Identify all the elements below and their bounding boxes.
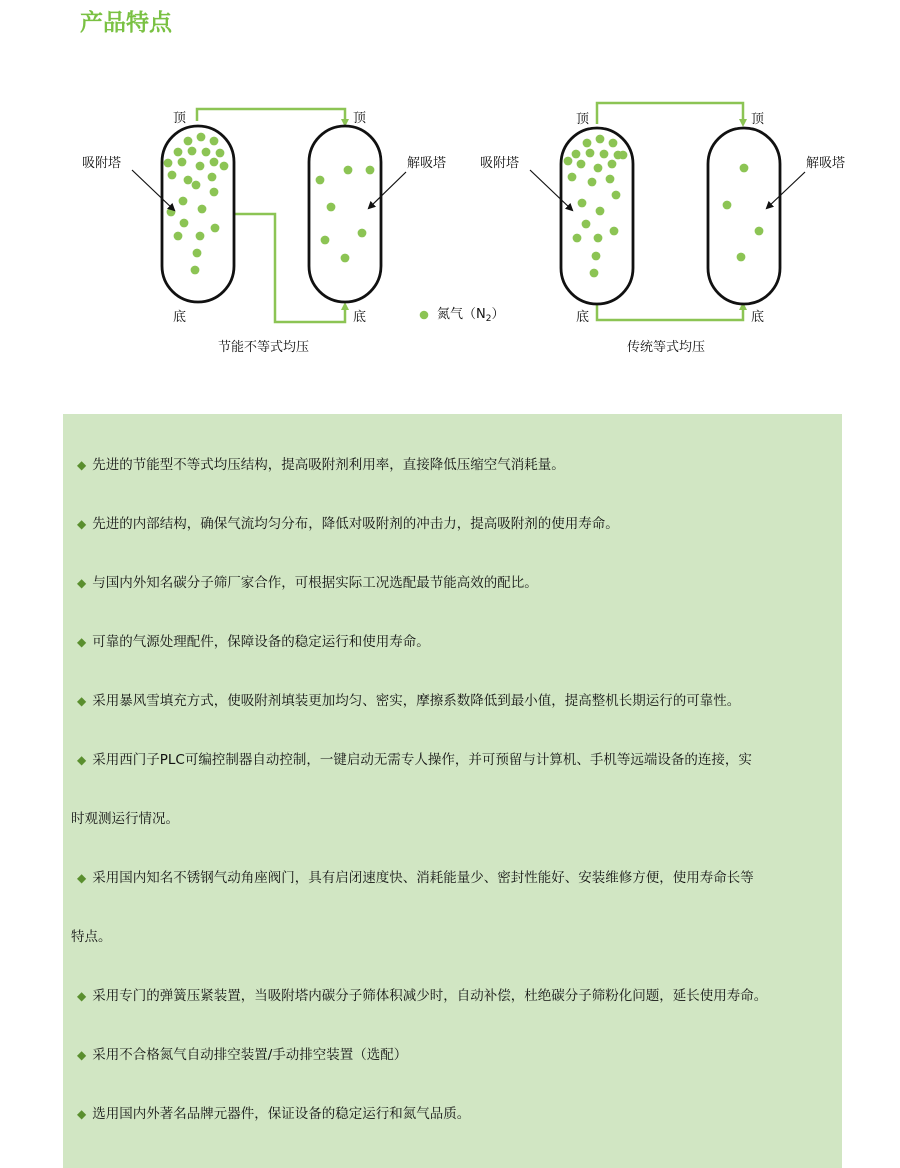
nitrogen-dot — [606, 175, 615, 184]
feature-item — [71, 849, 834, 908]
nitrogen-dot — [572, 150, 581, 159]
nitrogen-dot — [586, 149, 595, 158]
nitrogen-dot — [594, 164, 603, 173]
nitrogen-dot — [178, 158, 187, 167]
nitrogen-dot — [196, 162, 205, 171]
feature-item — [71, 672, 834, 731]
diamond-bullet-icon: ◆ — [77, 635, 87, 649]
right-bottom-label-right: 底 — [751, 310, 765, 325]
left-bottom-label-right: 底 — [353, 310, 367, 325]
feature-text: 选用国内外著名品牌元器件，保证设备的稳定运行和氮气品质。 — [92, 1106, 471, 1122]
feature-text: 采用国内知名不锈钢气动角座阀门，具有启闭速度快、消耗能量少、密封性能好、安装维修方便，使用寿命长等 — [92, 870, 754, 886]
left-adsorb-label: 吸附塔 — [82, 156, 122, 171]
nitrogen-dot — [594, 234, 603, 243]
nitrogen-dot — [740, 164, 749, 173]
right-adsorb-label: 吸附塔 — [480, 156, 520, 171]
feature-list — [63, 414, 842, 1144]
nitrogen-dot — [578, 199, 587, 208]
right-top-pipe — [597, 103, 743, 124]
left-desorption-tower — [309, 126, 381, 302]
diamond-bullet-icon: ◆ — [77, 517, 87, 531]
feature-text: 特点。 — [71, 929, 112, 945]
feature-text: 先进的节能型不等式均压结构，提高吸附剂利用率，直接降低压缩空气消耗量。 — [92, 457, 565, 473]
nitrogen-dot — [216, 149, 225, 158]
left-desorb-label: 解吸塔 — [407, 156, 447, 171]
nitrogen-dot — [582, 220, 591, 229]
nitrogen-dot — [612, 191, 621, 200]
legend-dot — [420, 311, 429, 320]
nitrogen-dot — [609, 139, 618, 148]
diamond-bullet-icon: ◆ — [77, 871, 87, 885]
feature-text: 采用不合格氮气自动排空装置/手动排空装置（选配） — [92, 1047, 408, 1063]
feature-text: 先进的内部结构，确保气流均匀分布，降低对吸附剂的冲击力，提高吸附剂的使用寿命。 — [92, 516, 619, 532]
nitrogen-dot — [210, 158, 219, 167]
diamond-bullet-icon: ◆ — [77, 989, 87, 1003]
nitrogen-dot — [202, 148, 211, 157]
left-top-label-right: 顶 — [353, 111, 367, 126]
nitrogen-dot — [220, 162, 229, 171]
feature-item — [71, 1026, 834, 1085]
nitrogen-dot — [184, 137, 193, 146]
nitrogen-dot — [164, 159, 173, 168]
nitrogen-dot — [737, 253, 746, 262]
nitrogen-dot — [167, 208, 176, 217]
feature-item — [71, 731, 834, 790]
diamond-bullet-icon: ◆ — [77, 694, 87, 708]
nitrogen-dot — [327, 203, 336, 212]
feature-text: 采用西门子PLC可编控制器自动控制，一键启动无需专人操作，并可预留与计算机、手机等远端设备的连接，实 — [92, 752, 752, 768]
nitrogen-dot — [191, 266, 200, 275]
nitrogen-dot — [188, 147, 197, 156]
nitrogen-dot — [366, 166, 375, 175]
left-panel — [82, 109, 446, 355]
feature-item — [71, 495, 834, 554]
nitrogen-dot — [583, 139, 592, 148]
nitrogen-dot — [592, 252, 601, 261]
diamond-bullet-icon: ◆ — [77, 1107, 87, 1121]
nitrogen-dot — [341, 254, 350, 263]
nitrogen-dot — [588, 178, 597, 187]
nitrogen-dot — [564, 157, 573, 166]
feature-text: 时观测运行情况。 — [71, 811, 179, 827]
feature-text: 与国内外知名碳分子筛厂家合作，可根据实际工况选配最节能高效的配比。 — [92, 575, 538, 591]
page-title: 产品特点 — [80, 10, 172, 36]
nitrogen-dot — [179, 197, 188, 206]
nitrogen-dot — [196, 232, 205, 241]
left-top-pipe — [197, 109, 345, 124]
nitrogen-dot — [596, 207, 605, 216]
diamond-bullet-icon: ◆ — [77, 753, 87, 767]
nitrogen-dot — [568, 173, 577, 182]
nitrogen-dot — [192, 181, 201, 190]
right-caption: 传统等式均压 — [627, 340, 706, 355]
feature-text: 采用暴风雪填充方式，使吸附剂填装更加均匀、密实，摩擦系数降低到最小值，提高整机长期运行的可靠性。 — [92, 693, 741, 709]
nitrogen-dot — [174, 232, 183, 241]
feature-item — [71, 908, 834, 967]
right-top-label-left: 顶 — [576, 112, 590, 127]
right-bottom-label-left: 底 — [576, 310, 590, 325]
feature-item — [71, 436, 834, 495]
right-panel — [480, 103, 845, 355]
diamond-bullet-icon: ◆ — [77, 458, 87, 472]
nitrogen-dot — [600, 150, 609, 159]
nitrogen-dot — [590, 269, 599, 278]
right-bottom-pipe — [597, 304, 743, 320]
left-caption: 节能不等式均压 — [218, 340, 310, 355]
feature-text: 采用专门的弹簧压紧装置，当吸附塔内碳分子筛体积减少时，自动补偿，杜绝碳分子筛粉化问题，延长使用寿命。 — [92, 988, 768, 1004]
nitrogen-dot — [193, 249, 202, 258]
nitrogen-dot — [210, 137, 219, 146]
nitrogen-dot — [174, 148, 183, 157]
nitrogen-dot — [180, 219, 189, 228]
nitrogen-dot — [210, 188, 219, 197]
right-desorb-label: 解吸塔 — [806, 156, 846, 171]
diamond-bullet-icon: ◆ — [77, 576, 87, 590]
legend — [420, 307, 505, 324]
nitrogen-dot — [755, 227, 764, 236]
right-desorption-tower — [708, 128, 780, 304]
features-panel — [63, 414, 842, 1168]
nitrogen-dot — [573, 234, 582, 243]
nitrogen-dot — [344, 166, 353, 175]
feature-item — [71, 554, 834, 613]
feature-item — [71, 967, 834, 1026]
feature-item — [71, 790, 834, 849]
nitrogen-dot — [211, 224, 220, 233]
nitrogen-dot — [208, 173, 217, 182]
diamond-bullet-icon: ◆ — [77, 1048, 87, 1062]
nitrogen-dot — [168, 171, 177, 180]
nitrogen-dot — [610, 227, 619, 236]
right-top-label-right: 顶 — [751, 112, 765, 127]
nitrogen-dot — [316, 176, 325, 185]
nitrogen-dot — [321, 236, 330, 245]
nitrogen-dot — [596, 135, 605, 144]
psa-diagram — [0, 90, 900, 380]
left-top-label-left: 顶 — [173, 111, 187, 126]
feature-item — [71, 1085, 834, 1144]
legend-label: 氮气$(N_2)$ — [437, 307, 505, 324]
left-bottom-label-left: 底 — [173, 310, 187, 325]
nitrogen-dot — [184, 176, 193, 185]
nitrogen-dot — [723, 201, 732, 210]
nitrogen-dot — [577, 160, 586, 169]
nitrogen-dot — [358, 229, 367, 238]
nitrogen-dot — [619, 151, 628, 160]
feature-item — [71, 613, 834, 672]
nitrogen-dot — [197, 133, 206, 142]
feature-text: 可靠的气源处理配件，保障设备的稳定运行和使用寿命。 — [92, 634, 430, 650]
nitrogen-dot — [608, 160, 617, 169]
nitrogen-dot — [198, 205, 207, 214]
